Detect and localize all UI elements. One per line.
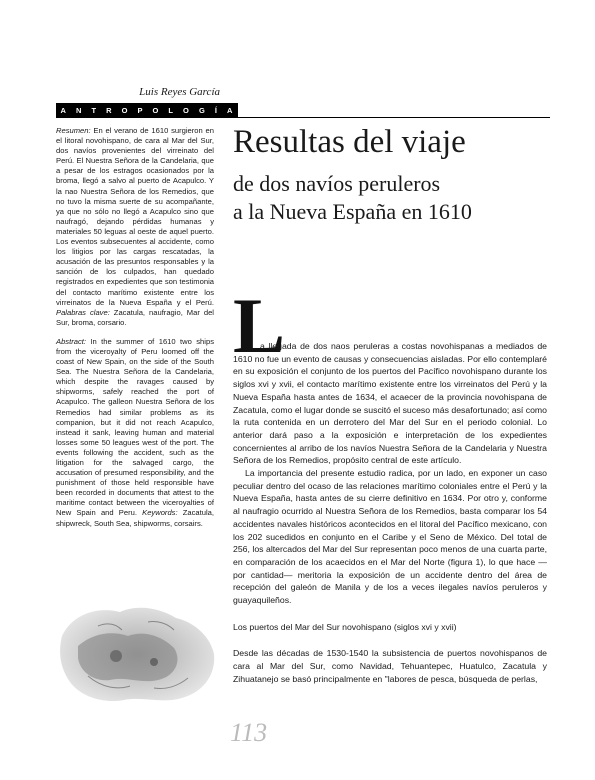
section-letter: O [183,105,190,115]
drop-cap: L [233,282,286,369]
section-letter: P [137,105,144,115]
article-subtitle [233,170,472,226]
page-number: 113 [230,718,268,747]
author-name: Luis Reyes García [139,86,220,98]
keywords-text: Zacatula, shipwreck, South Sea, shipworms, corsairs. [56,508,214,528]
section-letter: L [168,105,174,115]
subtitle-line: de dos navíos peruleros [233,171,441,196]
abstract-spanish [56,126,214,328]
body-paragraph: a llegada de dos naos peruleras a costas novohispanas a mediados de 1610 no fue un evento de causas y consecuencias aisladas. Por ello contemplaré en su exposición el conjunto de los puertos del Pacífico novohispano durante los siglos xvi y xvii, el contacto marítimo existente entre los virreinatos del Perú y la Nueva España hasta antes de 1634, el acaecer de la provincia novohispana de Zacatula, como el lugar donde se suscitó el suceso más desafortunado; así como la ruta contenida en un derrotero del Mar del Sur en el periodo colonial. Lo anterior dará paso a la exposición e interpretación de los expedientes concernientes al arribo de los navíos Nuestra Señora de la Candelaria y Nuestra Señora de los Remedios, propósito central de este artículo. [233,341,547,466]
decorative-map-image [58,596,218,706]
section-heading: Los puertos del Mar del Sur novohispano (siglos xvi y xvii) [233,621,457,632]
keywords-label: Palabras clave: [56,307,110,317]
body-paragraph: Desde las décadas de 1530-1540 la subsistencia de puertos novohispanos de cara al Mar del Sur, como Navidad, Tehuantepec, Huatulco, Zacatula y Zihuatanejo se basó principalmente en "labores de pesca, búsqueda de perlas, [233,648,547,684]
section-letter: T [91,105,98,115]
section-letter: O [121,105,129,115]
keywords-text: Zacatula, naufragio, Mar del Sur, broma, corsario. [56,307,214,327]
section-letter: N [75,105,83,115]
section-bar [56,103,238,117]
section-label [56,103,238,117]
header-rule [56,117,550,118]
abstract-english [56,337,214,529]
abstract-label: Abstract: [56,336,86,346]
section-letter: A [60,105,67,115]
section-letter: Í [214,105,218,115]
subtitle-line: a la Nueva España en 1610 [233,199,472,224]
abstract-text: En el verano de 1610 surgieron en el litoral novohispano, de cara al Mar del Sur, dos navíos provenientes del virreinato del Perú. El Nuestra Señora de la Candelaria, que a pesar de los estragos ocasionados por la broma, llegó a salvo al puerto de Acapulco. Y la nao Nuestra Señora de los Remedios, que no tuvo la misma suerte de su acompañante, ya que no sólo no llegó a Acapulco sino que naufragó, dejando pérdidas humanas y materiales 50 leguas al oeste de aquel puerto. Los eventos subsecuentes al accidente, como los litigios por las cargas rescatadas, la acusación de las presuntos responsables y la sanción de los culpados, han quedado registrados en expedientes que son testimonia del contacto marítimo existente entre los virreinatos de la Nueva España y el Perú. [56,126,214,307]
section-letter: R [106,105,113,115]
keywords-label: Keywords: [142,508,178,518]
body-paragraph: La importancia del presente estudio radica, por un lado, en exponer un caso peculiar dentro del ocaso de las relaciones marítimo coloniales entre el Perú y la Nueva España, hasta antes de su cierre definitivo en 1634. Por otro y, conforme al naufragio ocurrido al Nuestra Señora de los Remedios, basta comparar los 54 accidentes navales históricos acontecidos en el litoral del Pacífico mexicano, con los 202 sucedidos en conjunto en el Caribe y el Seno de México. Del total de 256, los altercados del Mar del Sur representan poco menos de una cuarta parte, en comparación de los acaecidos en el Mar del Norte (figura 1), lo que hace —por cantidad— meritoria la exposición de un accidente dentro del área de recepción del galeón de Manila y de los a veces ilegales navíos peruleros y guayaquileños. [233,468,547,606]
section-letter: O [152,105,160,115]
section-letter: A [226,105,234,115]
abstracts-column [56,126,214,538]
abstract-label: Resumen: [56,126,91,135]
abstract-text: In the summer of 1610 two ships from the viceroyalty of Peru loomed off the coast of New Spain, on the side of the South Sea. The Nuestra Señora de la Candelaria, which despite the ravages caused by shipworms, safely reached the port of Acapulco. The galleon Nuestra Señora de los Remedios had similar problems as its companion, but it did not reach Acapulco, instead it sank, leaving human and material losses some 50 leagues west of the port. The events following the accident, such as the litigation for the salvaged cargo, the accusation of presumed responsibility, and the punishment of those held responsible have been recorded in documents that attest to the maritime contact between the viceroyalties of New Spain and Peru. [56,336,214,518]
article-title: Resultas del viaje [233,124,466,160]
article-body [233,340,547,686]
section-letter: G [198,105,206,115]
